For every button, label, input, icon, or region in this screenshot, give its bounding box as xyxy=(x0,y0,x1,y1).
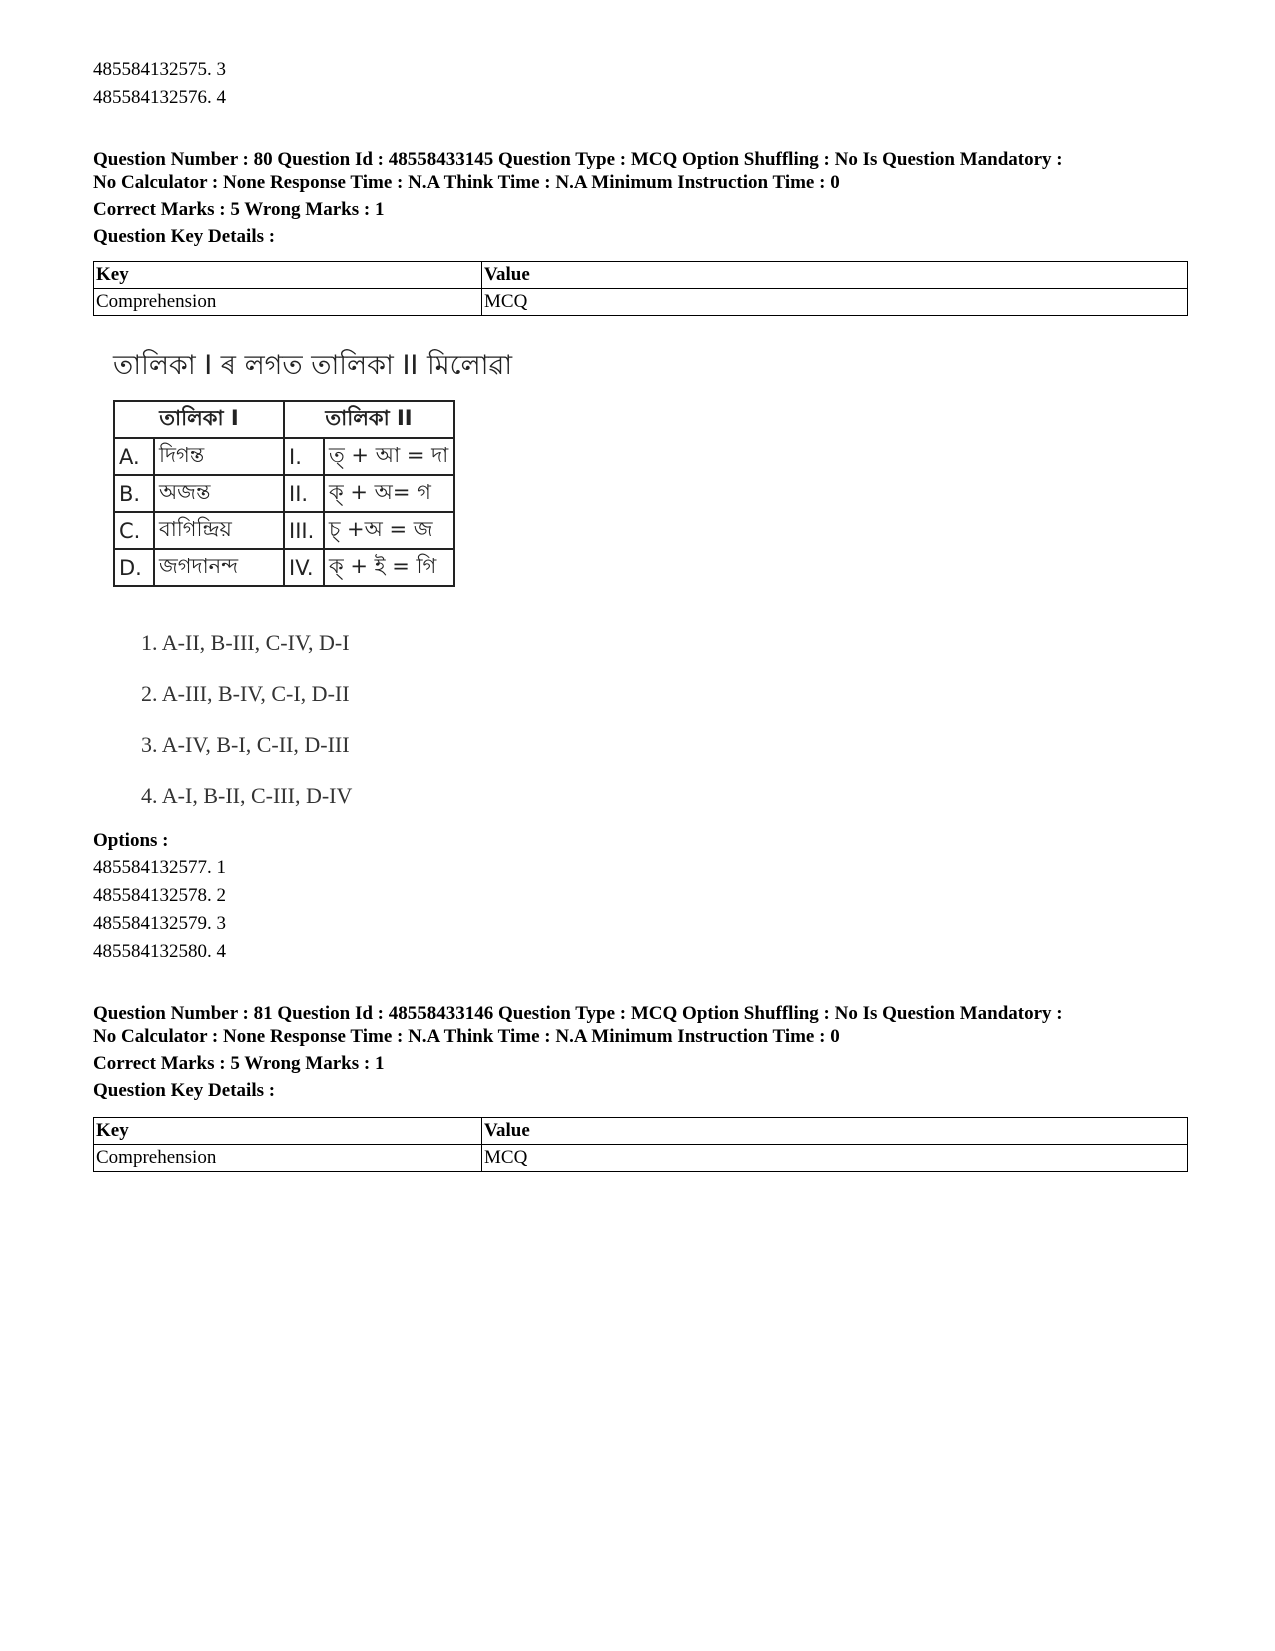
value-cell: MCQ xyxy=(482,289,1188,316)
row-term: বাগিন্দ্রিয় xyxy=(154,512,284,549)
q80-header-line1: Question Number : 80 Question Id : 48558433145 Question Type : MCQ Option Shuffling : No Is Question Mandatory : xyxy=(93,149,1063,170)
row-letter: A. xyxy=(114,438,154,475)
option-line: 485584132575. 3 xyxy=(93,59,226,80)
match-table xyxy=(113,400,455,587)
row-rule: চ্ +অ = জ xyxy=(324,512,454,549)
option-line: 485584132578. 2 xyxy=(93,885,226,906)
row-numeral: II. xyxy=(284,475,324,512)
row-letter: B. xyxy=(114,475,154,512)
row-term: অজন্ত xyxy=(154,475,284,512)
value-header: Value xyxy=(482,262,1188,289)
options-label: Options : xyxy=(93,830,169,851)
row-numeral: IV. xyxy=(284,549,324,586)
q81-key-table xyxy=(93,1117,1188,1172)
option-line: 485584132576. 4 xyxy=(93,87,226,108)
row-rule: ক্ + অ= গ xyxy=(324,475,454,512)
value-cell: MCQ xyxy=(482,1145,1188,1172)
key-header: Key xyxy=(94,1118,482,1145)
choice-2: 2. A-III, B-IV, C-I, D-II xyxy=(141,681,350,706)
key-cell: Comprehension xyxy=(94,1145,482,1172)
row-term: দিগন্ত xyxy=(154,438,284,475)
q81-header-line2: No Calculator : None Response Time : N.A Think Time : N.A Minimum Instruction Time : 0 xyxy=(93,1026,840,1047)
option-line: 485584132580. 4 xyxy=(93,941,226,962)
question-title: তালিকা I ৰ লগত তালিকা II মিলোৱা xyxy=(113,350,513,381)
match-col2-header: তালিকা II xyxy=(284,401,454,438)
row-letter: D. xyxy=(114,549,154,586)
value-header: Value xyxy=(482,1118,1188,1145)
row-numeral: I. xyxy=(284,438,324,475)
row-rule: ত্ + আ = দা xyxy=(324,438,454,475)
option-line: 485584132577. 1 xyxy=(93,857,226,878)
row-letter: C. xyxy=(114,512,154,549)
q80-key-details-label: Question Key Details : xyxy=(93,226,276,247)
option-line: 485584132579. 3 xyxy=(93,913,226,934)
q80-key-table xyxy=(93,261,1188,316)
key-cell: Comprehension xyxy=(94,289,482,316)
q81-marks: Correct Marks : 5 Wrong Marks : 1 xyxy=(93,1053,385,1074)
row-rule: ক্ + ই = গি xyxy=(324,549,454,586)
choice-4: 4. A-I, B-II, C-III, D-IV xyxy=(141,783,353,808)
choice-1: 1. A-II, B-III, C-IV, D-I xyxy=(141,630,350,655)
row-numeral: III. xyxy=(284,512,324,549)
q81-key-details-label: Question Key Details : xyxy=(93,1080,276,1101)
match-col1-header: তালিকা I xyxy=(114,401,284,438)
row-term: জগদানন্দ xyxy=(154,549,284,586)
choice-3: 3. A-IV, B-I, C-II, D-III xyxy=(141,732,350,757)
key-header: Key xyxy=(94,262,482,289)
q80-header-line2: No Calculator : None Response Time : N.A Think Time : N.A Minimum Instruction Time : 0 xyxy=(93,172,840,193)
q81-header-line1: Question Number : 81 Question Id : 48558433146 Question Type : MCQ Option Shuffling : No Is Question Mandatory : xyxy=(93,1003,1063,1024)
q80-marks: Correct Marks : 5 Wrong Marks : 1 xyxy=(93,199,385,220)
